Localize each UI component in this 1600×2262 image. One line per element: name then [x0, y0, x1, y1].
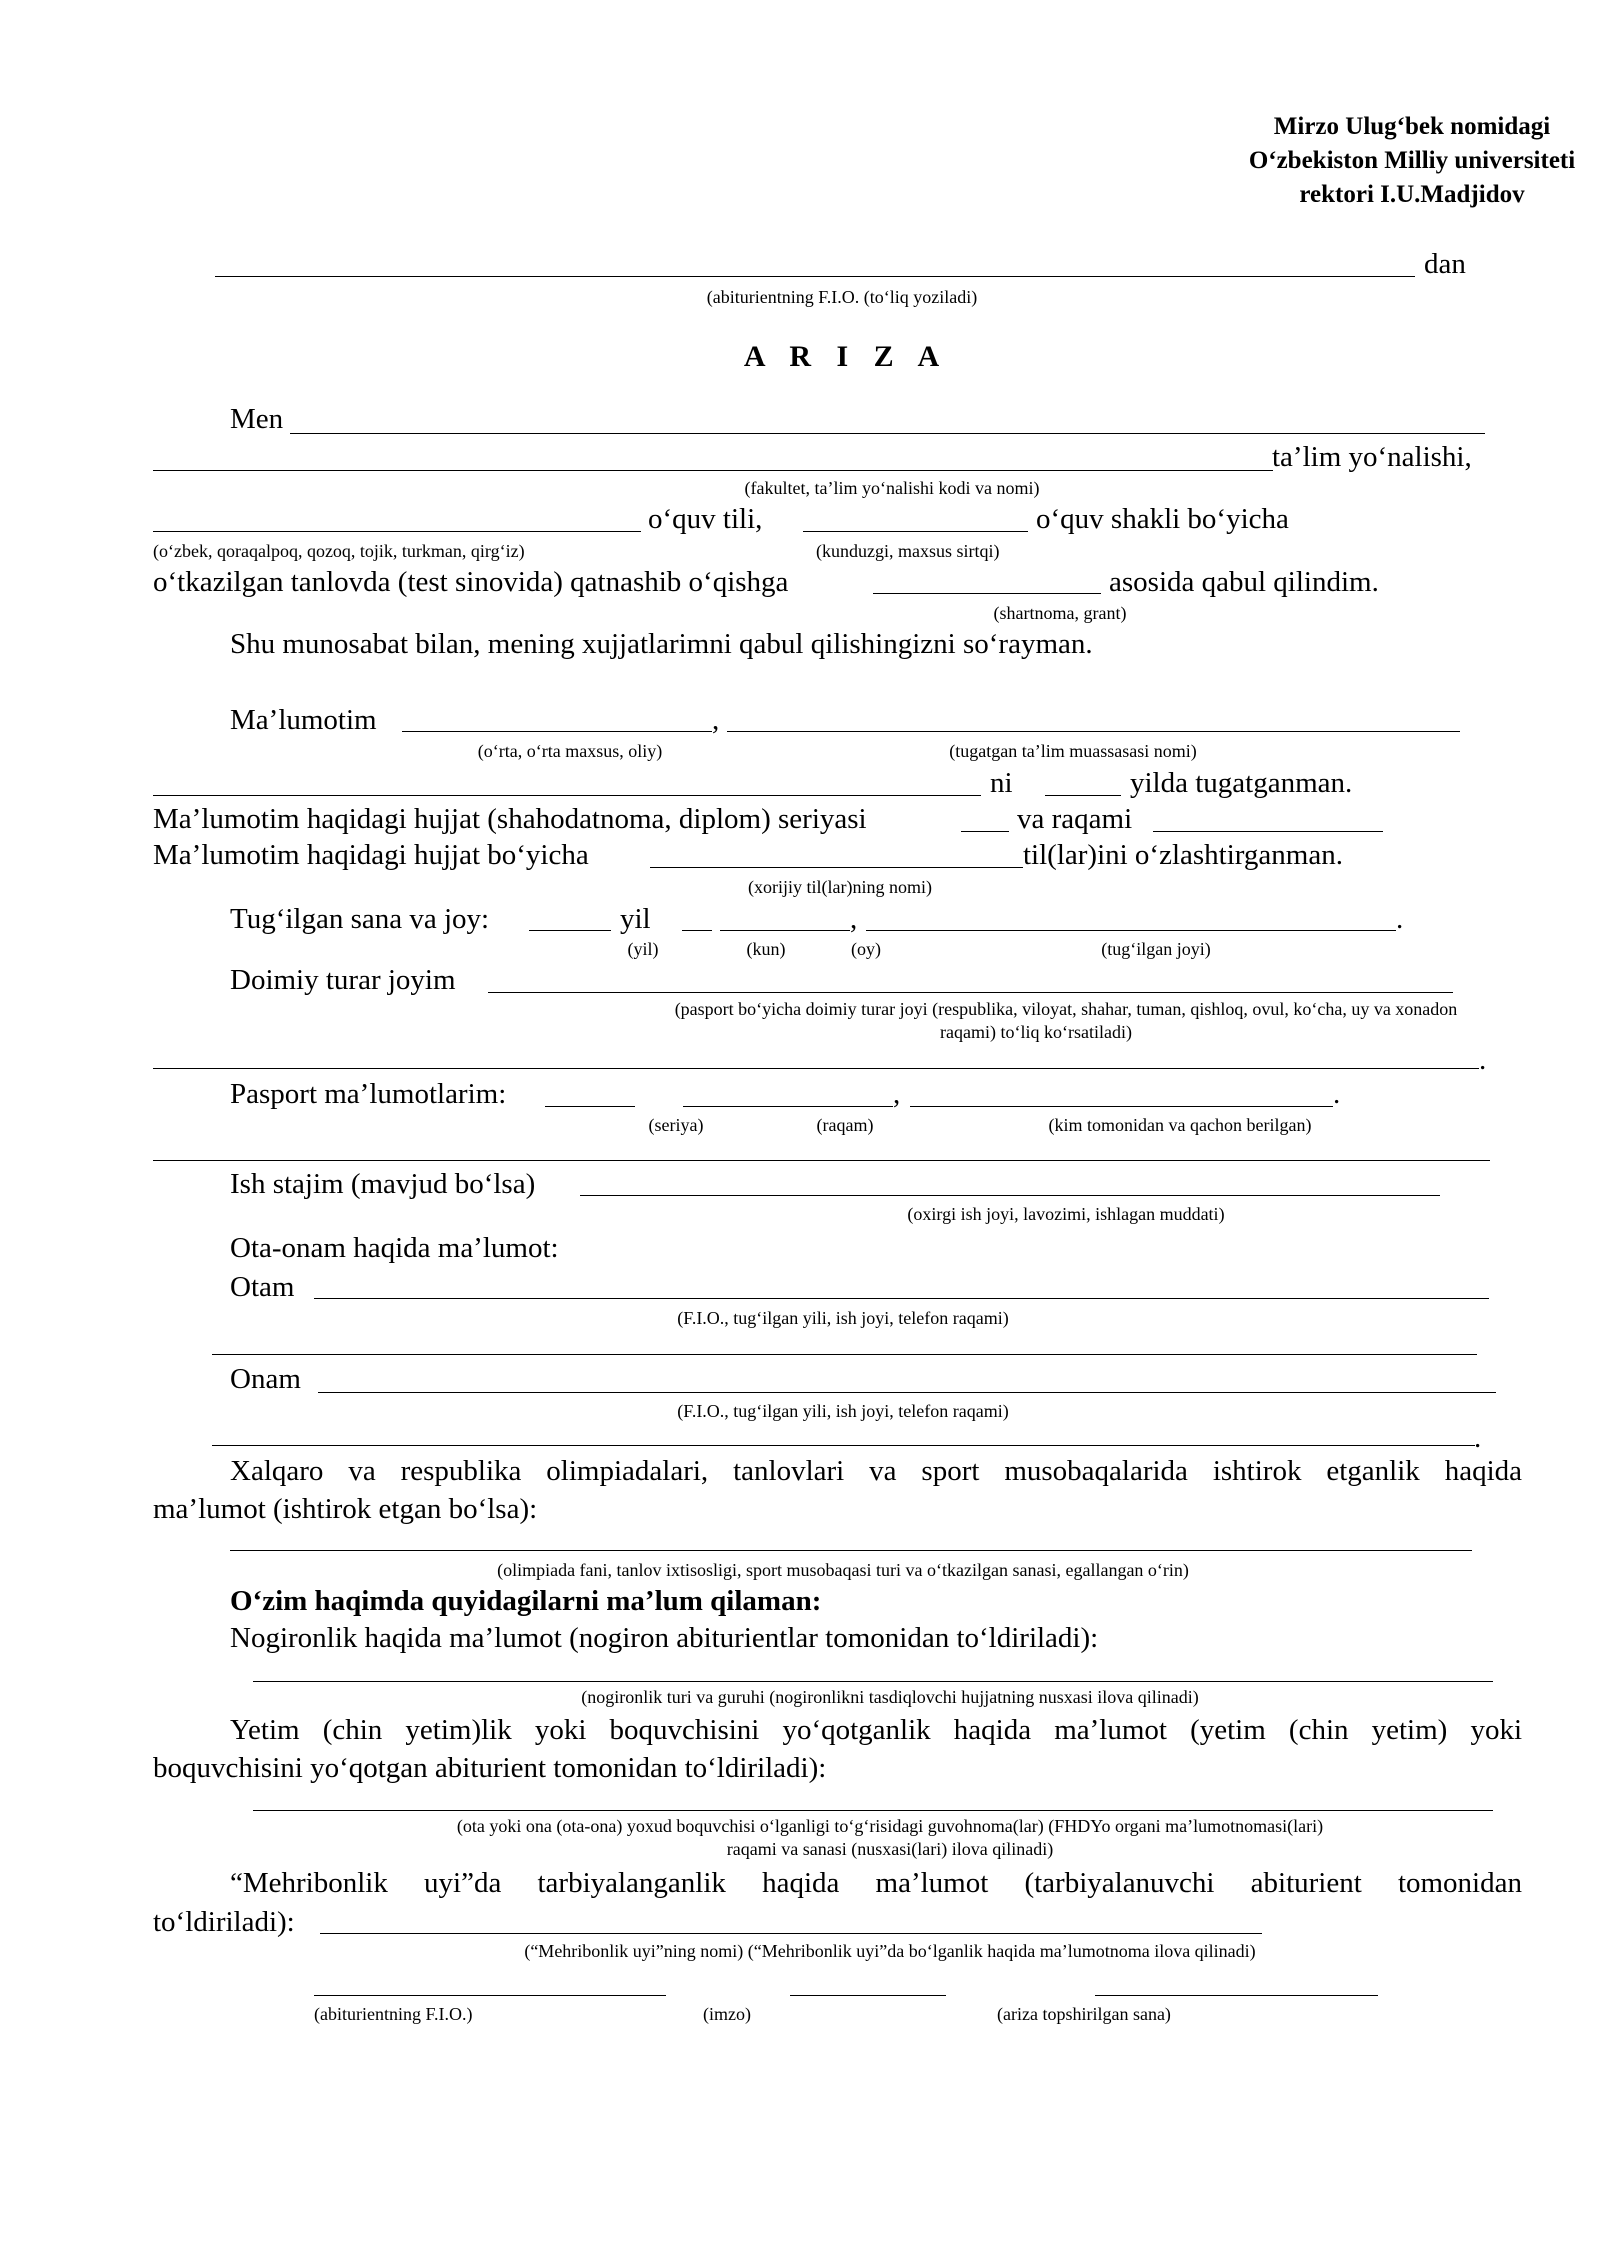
orphan-hint-2: raqami va sanasi (nusxasi(lari) ilova qilinadi) [726, 1839, 1054, 1859]
parents-label: Ota-onam haqida ma’lumot: [230, 1232, 559, 1264]
language-hint: (o‘zbek, qoraqalpoq, qozoq, tojik, turkman, qirg‘iz) [153, 541, 525, 561]
orphanage-hint: (“Mehribonlik uyi”ning nomi) (“Mehribonlik uyi”da bo‘lganlik haqida ma’lumotnoma ilova qilinadi) [524, 1941, 1256, 1961]
faculty-hint: (fakultet, ta’lim yo‘nalishi kodi va nomi) [744, 478, 1040, 498]
signature-name-hint: (abiturientning F.I.O.) [314, 2004, 473, 2024]
oquv-tili-label: o‘quv tili, [648, 503, 763, 535]
birth-day-field[interactable] [682, 930, 712, 931]
father-field[interactable] [314, 1298, 1489, 1299]
comma-1: , [712, 704, 720, 736]
request-text: Shu munosabat bilan, mening xujjatlarimni qabul qilishingizni so‘rayman. [230, 628, 1093, 660]
period-1: . [1396, 903, 1404, 935]
addressee-line-1: Mirzo Ulug‘bek nomidagi [1273, 113, 1551, 140]
orphan-field[interactable] [253, 1810, 1493, 1811]
faculty-field[interactable] [153, 470, 1273, 471]
asosida-text: asosida qabul qilindim. [1109, 566, 1379, 598]
work-experience-label: Ish stajim (mavjud bo‘lsa) [230, 1168, 536, 1200]
olympiad-text-2: ma’lumot (ishtirok etgan bo‘lsa): [153, 1493, 538, 1525]
disability-hint: (nogironlik turi va guruhi (nogironlikni tasdiqlovchi hujjatning nusxasi ilova qilinadi) [581, 1687, 1199, 1707]
yilda-text: yilda tugatganman. [1130, 767, 1353, 799]
comma-3: , [893, 1078, 901, 1110]
birth-month-field[interactable] [720, 930, 850, 931]
passport-series-hint: (seriya) [648, 1115, 704, 1135]
signature-hint: (imzo) [703, 2004, 751, 2024]
institution-field[interactable] [727, 731, 1460, 732]
from-suffix: dan [1424, 248, 1466, 280]
passport-field-continued[interactable] [153, 1160, 1490, 1161]
birth-label: Tug‘ilgan sana va joy: [230, 903, 490, 935]
orphan-hint-1: (ota yoki ona (ota-ona) yoxud boquvchisi o‘lganligi to‘g‘risidagi guvohnoma(lar) (FHDYo organi ma’lumotnomasi(lari) [456, 1816, 1324, 1836]
olympiad-hint: (olimpiada fani, tanlov ixtisosligi, sport musobaqasi turi va o‘tkazilgan sanasi, egallangan o‘rin) [497, 1560, 1189, 1580]
birth-place-hint: (tug‘ilgan joyi) [1101, 939, 1211, 959]
residence-field-continued[interactable] [153, 1068, 1479, 1069]
father-hint: (F.I.O., tug‘ilgan yili, ish joyi, telefon raqami) [677, 1308, 1009, 1328]
orphanage-text-2: to‘ldiriladi): [153, 1906, 295, 1938]
men-label: Men [230, 403, 284, 435]
mother-field[interactable] [318, 1392, 1496, 1393]
residence-label: Doimiy turar joyim [230, 964, 456, 996]
period-3: . [1333, 1078, 1341, 1110]
residence-hint-2: raqami) to‘liq ko‘rsatiladi) [940, 1022, 1132, 1042]
passport-issuer-field[interactable] [910, 1106, 1333, 1107]
addressee-line-3: rektori I.U.Madjidov [1299, 181, 1525, 208]
education-level-field[interactable] [402, 731, 712, 732]
document-series-text: Ma’lumotim haqidagi hujjat (shahodatnoma, diplom) seriyasi [153, 803, 867, 835]
signature-date-hint: (ariza topshirilgan sana) [997, 2004, 1171, 2024]
orphan-text-1: Yetim (chin yetim)lik yoki boquvchisini yo‘qotganlik haqida ma’lumot (yetim (chin yetim) yoki [230, 1714, 1522, 1746]
oquv-shakli-label: o‘quv shakli bo‘yicha [1036, 503, 1289, 535]
olympiad-field[interactable] [230, 1550, 1472, 1551]
work-experience-hint: (oxirgi ish joyi, lavozimi, ishlagan muddati) [907, 1204, 1225, 1224]
foreign-language-hint: (xorijiy til(lar)ning nomi) [748, 877, 932, 897]
document-series-field[interactable] [961, 831, 1009, 832]
father-label: Otam [230, 1271, 295, 1303]
residence-hint-1: (pasport bo‘yicha doimiy turar joyi (respublika, viloyat, shahar, tuman, qishloq, ovul, ko‘cha, uy va xonadon [674, 999, 1458, 1019]
addressee-line-2: O‘zbekiston Milliy universiteti [1248, 147, 1576, 174]
orphanage-text-1: “Mehribonlik uyi”da tarbiyalanganlik haqida ma’lumot (tarbiyalanuvchi abiturient tomonidan [230, 1867, 1522, 1899]
tillarini-text: til(lar)ini o‘zlashtirganman. [1023, 839, 1343, 871]
disability-field[interactable] [253, 1681, 1493, 1682]
institution-hint: (tugatgan ta’lim muassasasi nomi) [949, 741, 1197, 761]
period-4: . [1474, 1422, 1482, 1454]
orphanage-field[interactable] [320, 1933, 1262, 1934]
institution-field-continued[interactable] [153, 795, 981, 796]
yil-label: yil [620, 903, 651, 935]
document-language-text: Ma’lumotim haqidagi hujjat bo‘yicha [153, 839, 589, 871]
basis-hint: (shartnoma, grant) [993, 603, 1127, 623]
ni-label: ni [990, 767, 1013, 799]
tanlov-text: o‘tkazilgan tanlovda (test sinovida) qatnashib o‘qishga [153, 566, 789, 598]
education-level-hint: (o‘rta, o‘rta maxsus, oliy) [477, 741, 663, 761]
signature-field[interactable] [790, 1995, 946, 1996]
passport-number-hint: (raqam) [816, 1115, 874, 1135]
malumotim-label: Ma’lumotim [230, 704, 377, 736]
comma-2: , [850, 903, 858, 935]
disability-text: Nogironlik haqida ma’lumot (nogiron abiturientlar tomonidan to‘ldiriladi): [230, 1622, 1099, 1654]
applicant-name-field[interactable] [215, 276, 1415, 277]
study-form-field[interactable] [803, 531, 1028, 532]
birth-year-field[interactable] [529, 930, 611, 931]
passport-issuer-hint: (kim tomonidan va qachon berilgan) [1048, 1115, 1312, 1135]
men-field[interactable] [290, 433, 1485, 434]
period-2: . [1479, 1044, 1487, 1076]
day-hint: (kun) [746, 939, 786, 959]
page-title: A R I Z A [743, 340, 949, 373]
passport-label: Pasport ma’lumotlarim: [230, 1078, 507, 1110]
document-number-field[interactable] [1153, 831, 1383, 832]
language-field[interactable] [153, 531, 641, 532]
about-me-heading: O‘zim haqimda quyidagilarni ma’lum qilaman: [230, 1585, 822, 1617]
passport-series-field[interactable] [545, 1106, 635, 1107]
graduation-year-field[interactable] [1045, 795, 1121, 796]
va-raqami-label: va raqami [1017, 803, 1133, 835]
study-form-hint: (kunduzgi, maxsus sirtqi) [816, 541, 1000, 561]
talim-yonalishi-label: ta’lim yo‘nalishi, [1272, 441, 1472, 473]
residence-field[interactable] [488, 992, 1453, 993]
basis-field[interactable] [873, 593, 1101, 594]
father-field-continued[interactable] [212, 1354, 1477, 1355]
signature-name-field[interactable] [314, 1995, 666, 1996]
olympiad-text-1: Xalqaro va respublika olimpiadalari, tanlovlari va sport musobaqalarida ishtirok etganlik haqida [230, 1455, 1522, 1487]
month-hint: (oy) [851, 939, 881, 959]
birth-place-field[interactable] [866, 930, 1396, 931]
signature-date-field[interactable] [1095, 1995, 1378, 1996]
mother-field-continued[interactable] [212, 1445, 1475, 1446]
foreign-language-field[interactable] [650, 867, 1023, 868]
mother-hint: (F.I.O., tug‘ilgan yili, ish joyi, telefon raqami) [677, 1401, 1009, 1421]
year-hint: (yil) [627, 939, 659, 959]
passport-number-field[interactable] [683, 1106, 893, 1107]
applicant-name-hint: (abiturientning F.I.O. (to‘liq yoziladi) [706, 287, 978, 307]
mother-label: Onam [230, 1363, 301, 1395]
orphan-text-2: boquvchisini yo‘qotgan abiturient tomonidan to‘ldiriladi): [153, 1752, 827, 1784]
work-experience-field[interactable] [580, 1195, 1440, 1196]
